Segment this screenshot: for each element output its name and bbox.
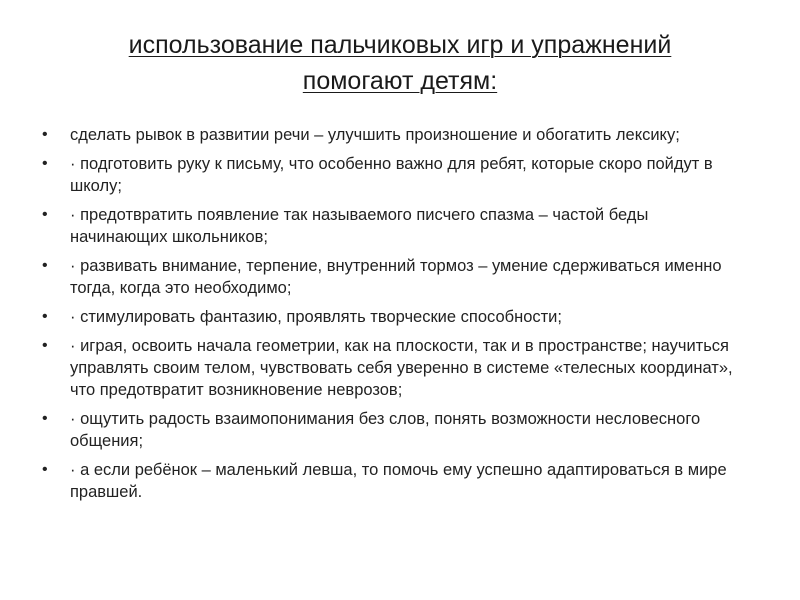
bullet-item: • · развивать внимание, терпение, внутренний тормоз – умение сдерживаться именно тогда, когда это необходимо; [42, 255, 742, 299]
bullet-item: • сделать рывок в развитии речи – улучшить произношение и обогатить лексику; [42, 124, 742, 146]
bullet-item: • · ощутить радость взаимопонимания без слов, понять возможности несловесного общения; [42, 408, 742, 452]
bullet-item: • · а если ребёнок – маленький левша, то помочь ему успешно адаптироваться в мире правшей. [42, 459, 742, 503]
slide-title [40, 27, 760, 99]
title-line-2: помогают детям: [302, 67, 498, 95]
bullet-item: • · стимулировать фантазию, проявлять творческие способности; [42, 306, 742, 328]
bullet-item: • · предотвратить появление так называемого писчего спазма – частой беды начинающих школьников; [42, 204, 742, 248]
bullet-item: • · подготовить руку к письму, что особенно важно для ребят, которые скоро пойдут в школу; [42, 153, 742, 197]
bullet-item: • · играя, освоить начала геометрии, как на плоскости, так и в пространстве; научиться управлять своим телом, чувствовать себя уверенно в системе «телесных координат», что предотвратит возникновение неврозов; [42, 335, 742, 401]
bullet-list [42, 124, 742, 510]
title-line-1: использование пальчиковых игр и упражнений [128, 31, 672, 59]
